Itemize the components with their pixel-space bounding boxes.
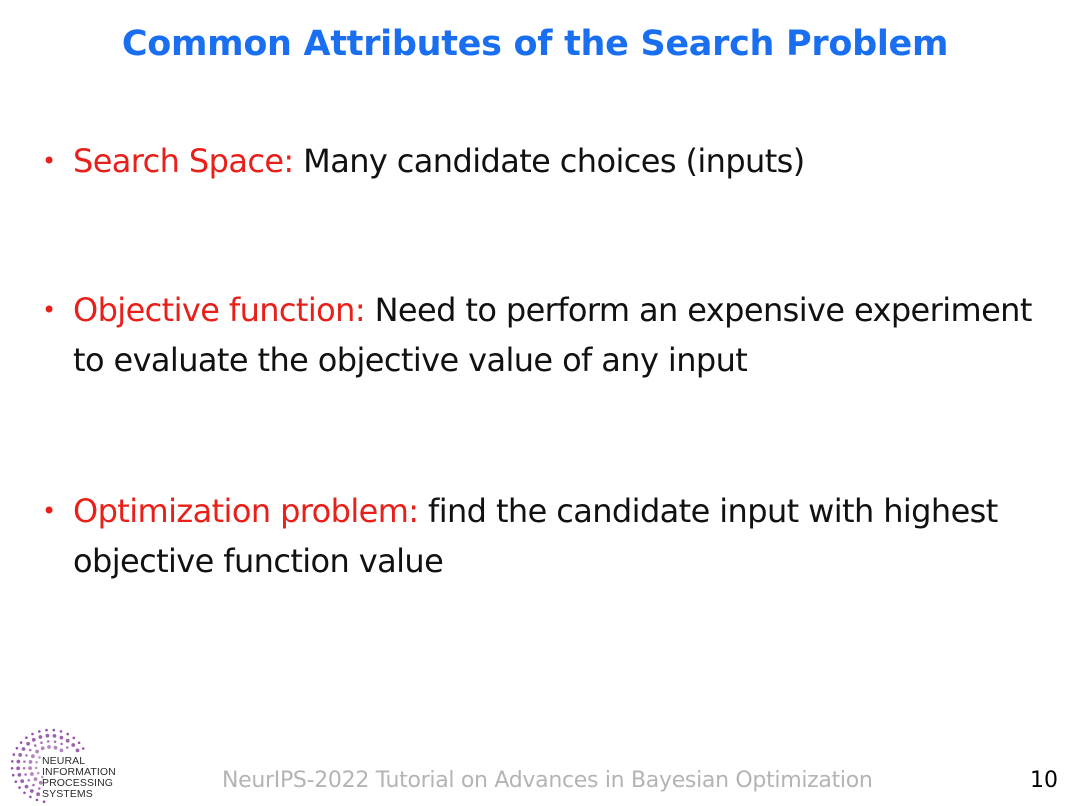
logo-dot <box>18 773 22 777</box>
logo-dot <box>35 767 38 770</box>
logo-dot <box>31 754 35 758</box>
logo-dot <box>38 756 41 759</box>
logo-dot <box>34 744 37 747</box>
footer-text: NeurIPS-2022 Tutorial on Advances in Bayesian Optimization <box>222 768 873 793</box>
logo-dot <box>22 747 26 751</box>
logo-dot <box>73 737 76 740</box>
logo-dot <box>76 749 80 753</box>
logo-dot <box>78 742 81 745</box>
logo-dot <box>35 761 38 764</box>
logo-dot <box>29 760 33 764</box>
bullet-dot-icon: • <box>42 296 56 324</box>
logo-dot <box>36 792 40 796</box>
logo-text <box>42 756 116 800</box>
logo-dot <box>32 738 36 742</box>
logo-dot <box>53 729 56 732</box>
logo-line: PROCESSING <box>42 777 114 789</box>
logo-dot <box>16 766 20 770</box>
logo-dot <box>23 760 26 763</box>
logo-dot <box>32 784 35 787</box>
logo-dot <box>26 742 30 746</box>
logo-dot <box>41 746 45 750</box>
bullet-body: find the candidate input with highest objective function value <box>73 492 998 580</box>
logo-dot <box>54 746 58 750</box>
logo-dot <box>29 796 32 799</box>
logo-dot <box>13 753 16 756</box>
logo-dot <box>30 772 34 776</box>
logo-dot <box>28 766 32 770</box>
logo-dot <box>45 729 48 732</box>
logo-dot <box>60 730 63 733</box>
logo-dot <box>34 777 38 781</box>
logo-dot <box>20 779 24 783</box>
logo-dot <box>17 760 21 764</box>
bullet-dot-icon: • <box>42 497 56 525</box>
logo-dot <box>20 741 23 744</box>
logo-dot <box>23 792 26 795</box>
logo-dot <box>18 753 22 757</box>
logo-dot <box>25 785 29 789</box>
logo-dot <box>18 786 21 789</box>
logo-dot <box>35 750 39 754</box>
logo-dot <box>66 739 70 743</box>
logo-line: INFORMATION <box>42 766 116 778</box>
neurips-logo <box>10 726 140 804</box>
logo-dot <box>23 767 26 770</box>
logo-dot <box>40 741 43 744</box>
logo-dot <box>30 789 34 793</box>
logo-dot <box>38 787 41 790</box>
logo-dot <box>31 733 34 736</box>
slide-title: Common Attributes of the Search Problem <box>121 24 949 64</box>
bullet-text <box>73 285 1052 385</box>
bullet-dot-icon: • <box>42 147 56 175</box>
logo-dot <box>29 749 32 752</box>
bullet-text <box>73 136 1052 186</box>
logo-dot <box>47 745 51 749</box>
logo-dot <box>47 740 50 743</box>
logo-dot <box>16 747 19 750</box>
bullet-objective-function <box>42 285 1052 385</box>
bullet-text <box>73 486 1052 586</box>
logo-dot <box>28 779 31 782</box>
logo-dot <box>46 734 50 738</box>
logo-dot <box>37 772 40 775</box>
logo-dot <box>12 774 15 777</box>
bullet-body: Many candidate choices (inputs) <box>293 142 805 180</box>
logo-dot <box>54 741 57 744</box>
bullet-label: Optimization problem: <box>73 492 419 530</box>
logo-line: SYSTEMS <box>42 788 93 800</box>
logo-dot <box>71 743 75 747</box>
bullet-optimization-problem <box>42 486 1052 586</box>
logo-dot <box>66 733 69 736</box>
logo-dot <box>25 736 28 739</box>
logo-dot <box>38 730 41 733</box>
logo-dot <box>43 800 46 803</box>
bullet-body: Need to perform an expensive experiment to evaluate the objective value of any input <box>73 291 1032 379</box>
bullet-label: Search Space: <box>73 142 294 180</box>
logo-dot <box>60 736 64 740</box>
logo-dot <box>24 773 27 776</box>
logo-dot <box>60 743 63 746</box>
logo-dot <box>53 734 57 738</box>
bullet-label: Objective function: <box>73 291 366 329</box>
logo-dot <box>66 746 69 749</box>
page-number: 10 <box>1030 768 1058 793</box>
bullet-search-space <box>42 136 1052 186</box>
logo-line: NEURAL <box>42 755 86 767</box>
logo-dot <box>60 749 64 753</box>
logo-dot <box>39 735 43 739</box>
logo-dot <box>11 767 14 770</box>
logo-dot <box>36 799 39 802</box>
logo-dot <box>11 760 14 763</box>
logo-dot <box>15 780 18 783</box>
logo-dot <box>25 754 28 757</box>
logo-dot <box>82 747 85 750</box>
